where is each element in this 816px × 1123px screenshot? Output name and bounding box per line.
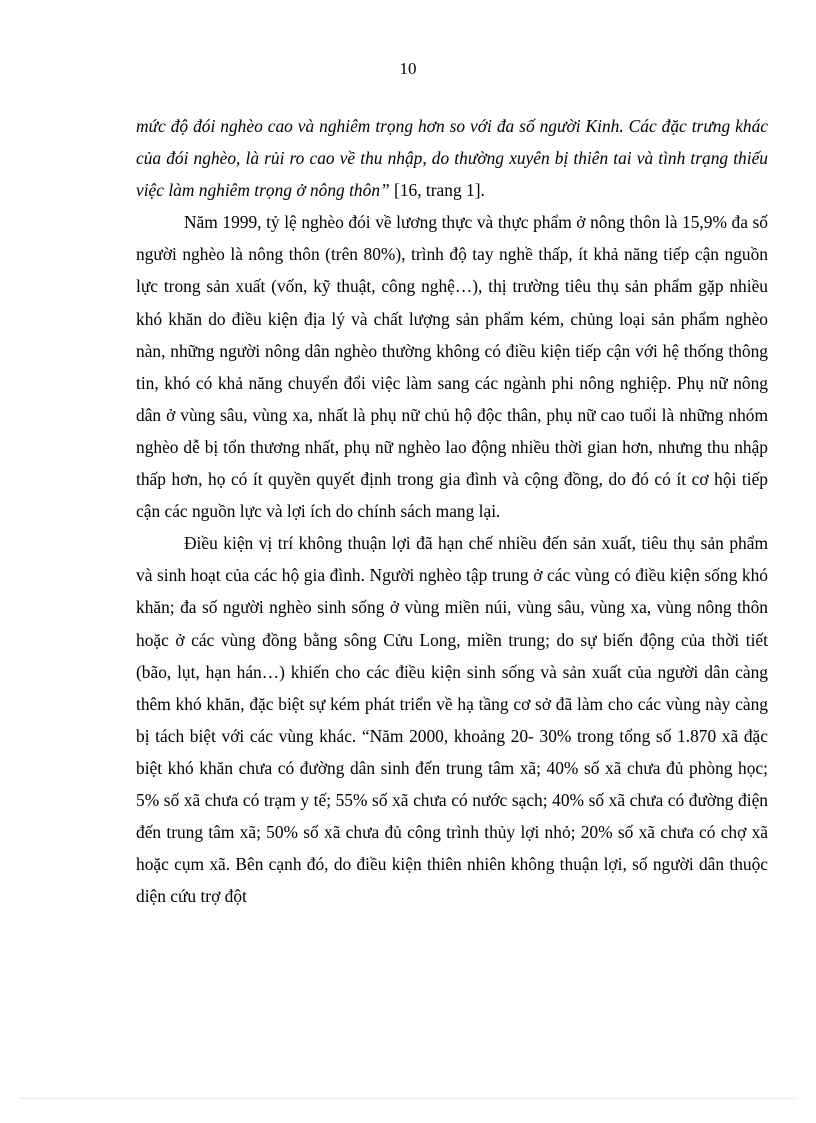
page-bottom-divider: [20, 1098, 796, 1099]
quote-italic-text: mức độ đói nghèo cao và nghiêm trọng hơn so với đa số người Kinh. Các đặc trưng khác của đói nghèo, là rủi ro cao về thu nhập, do thường xuyên bị thiên tai và tình trạng thiếu việc làm nghiêm trọng ở nông thôn”: [136, 116, 768, 201]
document-body: [136, 110, 768, 912]
citation-reference: [16, trang 1].: [389, 180, 485, 201]
paragraph-quote-continuation: [136, 110, 768, 206]
page-number: 10: [399, 59, 417, 78]
paragraph-rural-poverty-1999: Năm 1999, tỷ lệ nghèo đói về lương thực và thực phẩm ở nông thôn là 15,9% đa số người nghèo là nông thôn (trên 80%), trình độ tay nghề thấp, ít khả năng tiếp cận nguồn lực trong sản xuất (vốn, kỹ thuật, công nghệ…), thị trường tiêu thụ sản phẩm gặp nhiều khó khăn do điều kiện địa lý và chất lượng sản phẩm kém, chủng loại sản phẩm nghèo nàn, những người nông dân nghèo thường không có điều kiện tiếp cận với hệ thống thông tin, khó có khả năng chuyển đổi việc làm sang các ngành phi nông nghiệp. Phụ nữ nông dân ở vùng sâu, vùng xa, nhất là phụ nữ chủ hộ độc thân, phụ nữ cao tuổi là những nhóm nghèo dễ bị tổn thương nhất, phụ nữ nghèo lao động nhiều thời gian hơn, nhưng thu nhập thấp hơn, họ có ít quyền quyết định trong gia đình và cộng đồng, do đó có ít cơ hội tiếp cận các nguồn lực và lợi ích do chính sách mang lại.: [136, 212, 768, 522]
paragraph-location-conditions: Điều kiện vị trí không thuận lợi đã hạn chế nhiều đến sản xuất, tiêu thụ sản phẩm và sinh hoạt của các hộ gia đình. Người nghèo tập trung ở các vùng có điều kiện sống khó khăn; đa số người nghèo sinh sống ở vùng miền núi, vùng sâu, vùng xa, vùng nông thôn hoặc ở các vùng đồng bằng sông Cửu Long, miền trung; do sự biến động của thời tiết (bão, lụt, hạn hán…) khiến cho các điều kiện sinh sống và sản xuất của người dân càng thêm khó khăn, đặc biệt sự kém phát triển về hạ tầng cơ sở đã làm cho các vùng này càng bị tách biệt với các vùng khác. “Năm 2000, khoảng 20- 30% trong tổng số 1.870 xã đặc biệt khó khăn chưa có đường dân sinh đến trung tâm xã; 40% số xã chưa đủ phòng học; 5% số xã chưa có trạm y tế; 55% số xã chưa có nước sạch; 40% số xã chưa có đường điện đến trung tâm xã; 50% số xã chưa đủ công trình thủy lợi nhỏ; 20% số xã chưa có chợ xã hoặc cụm xã. Bên cạnh đó, do điều kiện thiên nhiên không thuận lợi, số người dân thuộc diện cứu trợ đột: [136, 533, 768, 907]
